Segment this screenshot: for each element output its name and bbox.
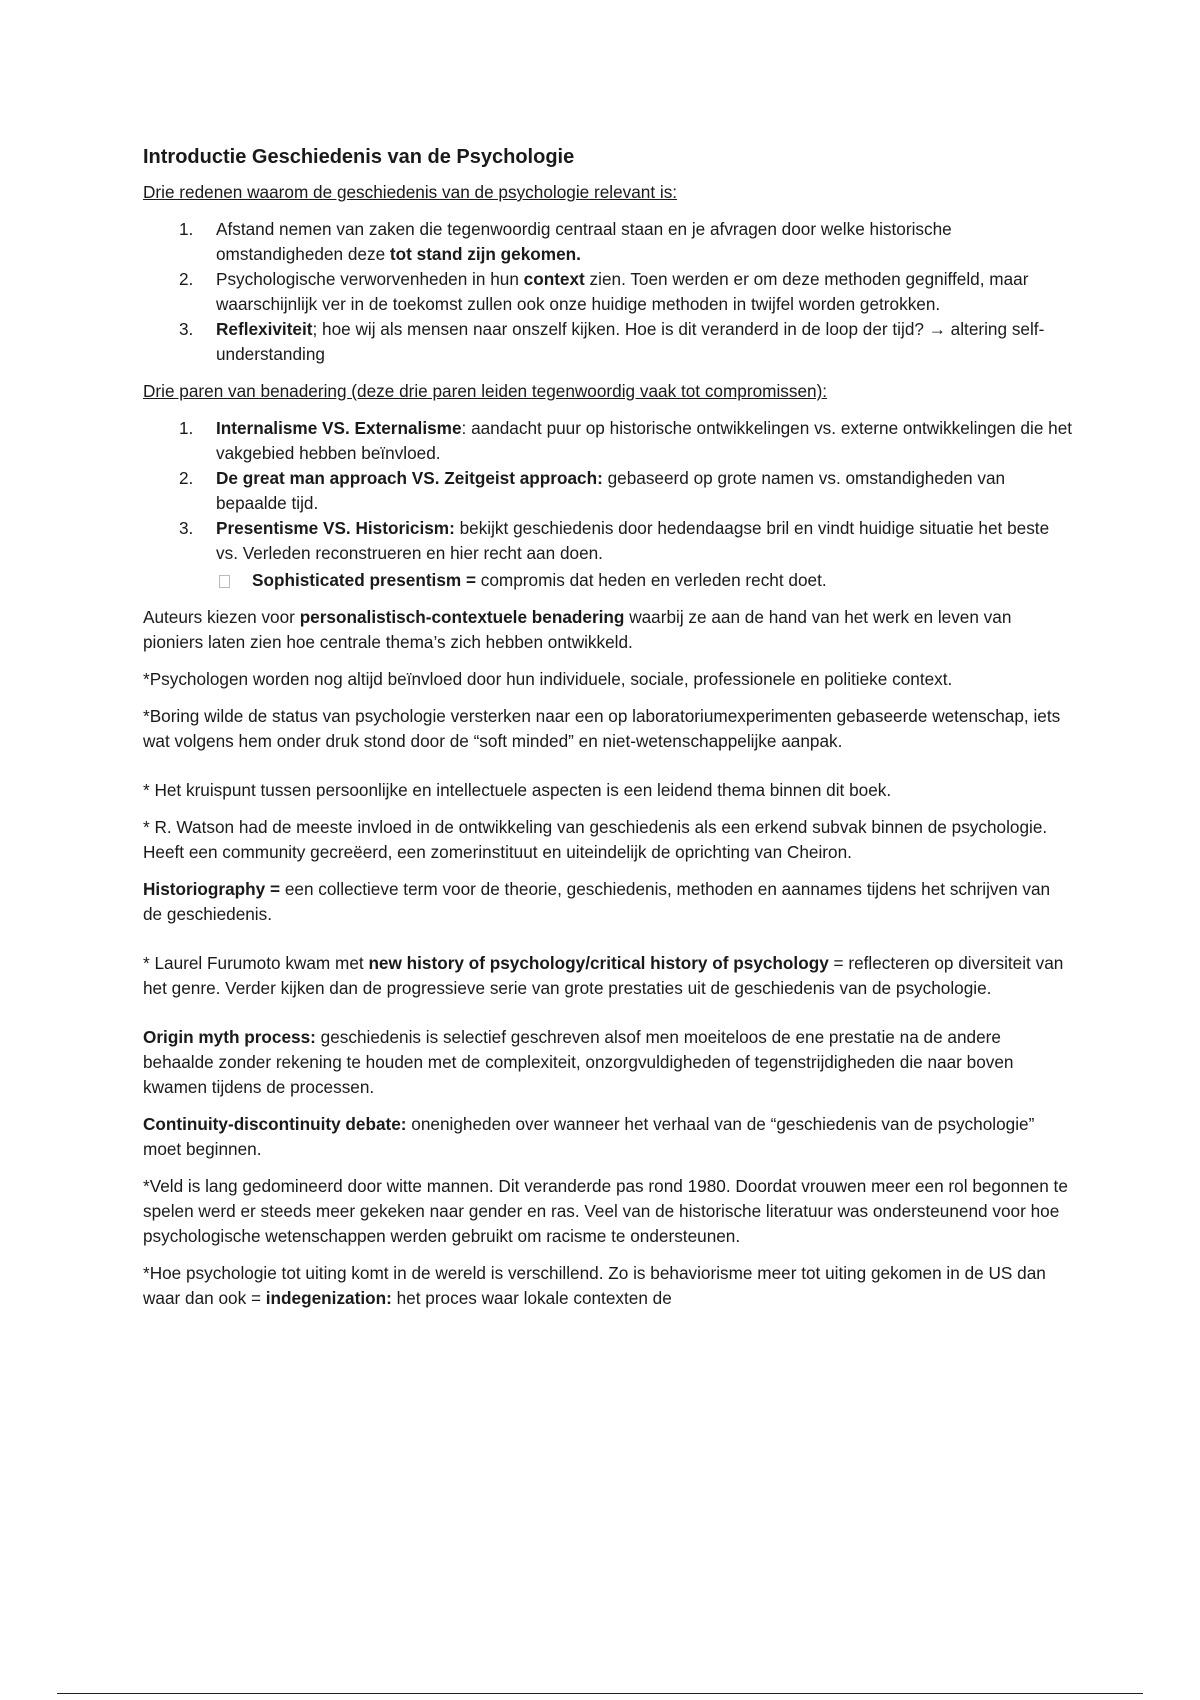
- paragraph: Continuity-discontinuity debate: onenigheden over wanneer het verhaal van de “geschiedenis van de psychologie” moet beginnen.: [143, 1114, 1035, 1159]
- page-title: Introductie Geschiedenis van de Psychologie: [143, 146, 575, 168]
- paragraph: Origin myth process: geschiedenis is selectief geschreven alsof men moeiteloos de ene prestatie na de andere behaalde zonder rekening te houden met de complexiteit, onzorgvuldigheden of tegenstrijdigheden die naar boven kwamen tijdens de processen.: [143, 1027, 1014, 1097]
- list-item: 3. Reflexiviteit; hoe wij als mensen naar onszelf kijken. Hoe is dit veranderd in de loop der tijd? → altering self-understanding: [179, 319, 1045, 364]
- list-item: 3. Presentisme VS. Historicism: bekijkt geschiedenis door hedendaagse bril en vindt huidige situatie het beste vs. Verleden reconstrueren en hier recht aan doen.: [179, 518, 1050, 563]
- list-item: 2. De great man approach VS. Zeitgeist approach: gebaseerd op grote namen vs. omstandigheden van bepaalde tijd.: [179, 468, 1006, 513]
- reasons-list: [143, 217, 1073, 367]
- paragraph: *Hoe psychologie tot uiting komt in de wereld is verschillend. Zo is behaviorisme meer tot uiting gekomen in de US dan waar dan ook = indegenization: het proces waar lokale contexten de: [143, 1263, 1046, 1308]
- paragraph: Auteurs kiezen voor personalistisch-contextuele benadering waarbij ze aan de hand van het werk en leven van pioniers laten zien hoe centrale thema’s zich hebben ontwikkeld.: [143, 607, 1012, 652]
- paragraph: *Veld is lang gedomineerd door witte mannen. Dit veranderde pas rond 1980. Doordat vrouwen meer een rol begonnen te spelen werd er steeds meer gekeken naar gender en ras. Veel van de historische literatuur was ondersteunend voor hoe psychologische wetenschappen werden gebruikt om racisme te ondersteunen.: [143, 1176, 1068, 1246]
- section-heading-approaches: Drie paren van benadering (deze drie paren leiden tegenwoordig vaak tot compromissen):: [143, 381, 828, 401]
- footer-divider: [57, 1693, 1143, 1694]
- paragraph: * Laurel Furumoto kwam met new history of psychology/critical history of psychology = reflecteren op diversiteit van het genre. Verder kijken dan de progressieve serie van grote prestaties uit de geschiedenis van de psychologie.: [143, 953, 1064, 998]
- sub-bullet-item: Sophisticated presentism = compromis dat heden en verleden recht doet.: [143, 568, 1073, 593]
- list-item: 2. Psychologische verworvenheden in hun context zien. Toen werden er om deze methoden gegniffeld, maar waarschijnlijk ver in de toekomst zullen ook onze huidige methoden in twijfel worden getrokken.: [179, 269, 1029, 314]
- paragraph: *Boring wilde de status van psychologie versterken naar een op laboratoriumexperimenten gebaseerde wetenschap, iets wat volgens hem onder druk stond door de “soft minded” en niet-wetenschappelijke aanpak.: [143, 706, 1061, 751]
- approaches-list: [143, 416, 1073, 566]
- paragraph: * Het kruispunt tussen persoonlijke en intellectuele aspecten is een leidend thema binnen dit boek.: [143, 780, 892, 800]
- list-item: 1. Afstand nemen van zaken die tegenwoordig centraal staan en je afvragen door welke historische omstandigheden deze tot stand zijn gekomen.: [179, 219, 952, 264]
- section-heading-reasons: Drie redenen waarom de geschiedenis van de psychologie relevant is:: [143, 182, 678, 202]
- document-page: [143, 145, 1073, 1323]
- bullet-box-icon: [219, 575, 230, 588]
- paragraph: *Psychologen worden nog altijd beïnvloed door hun individuele, sociale, professionele en politieke context.: [143, 669, 953, 689]
- paragraph: Historiography = een collectieve term voor de theorie, geschiedenis, methoden en aannames tijdens het schrijven van de geschiedenis.: [143, 879, 1051, 924]
- paragraph: * R. Watson had de meeste invloed in de ontwikkeling van geschiedenis als een erkend subvak binnen de psychologie. Heeft een community gecreëerd, een zomerinstituut en uiteindelijk de oprichting van Cheiron.: [143, 817, 1048, 862]
- list-item: 1. Internalisme VS. Externalisme: aandacht puur op historische ontwikkelingen vs. externe ontwikkelingen die het vakgebied hebben beïnvloed.: [179, 418, 1073, 463]
